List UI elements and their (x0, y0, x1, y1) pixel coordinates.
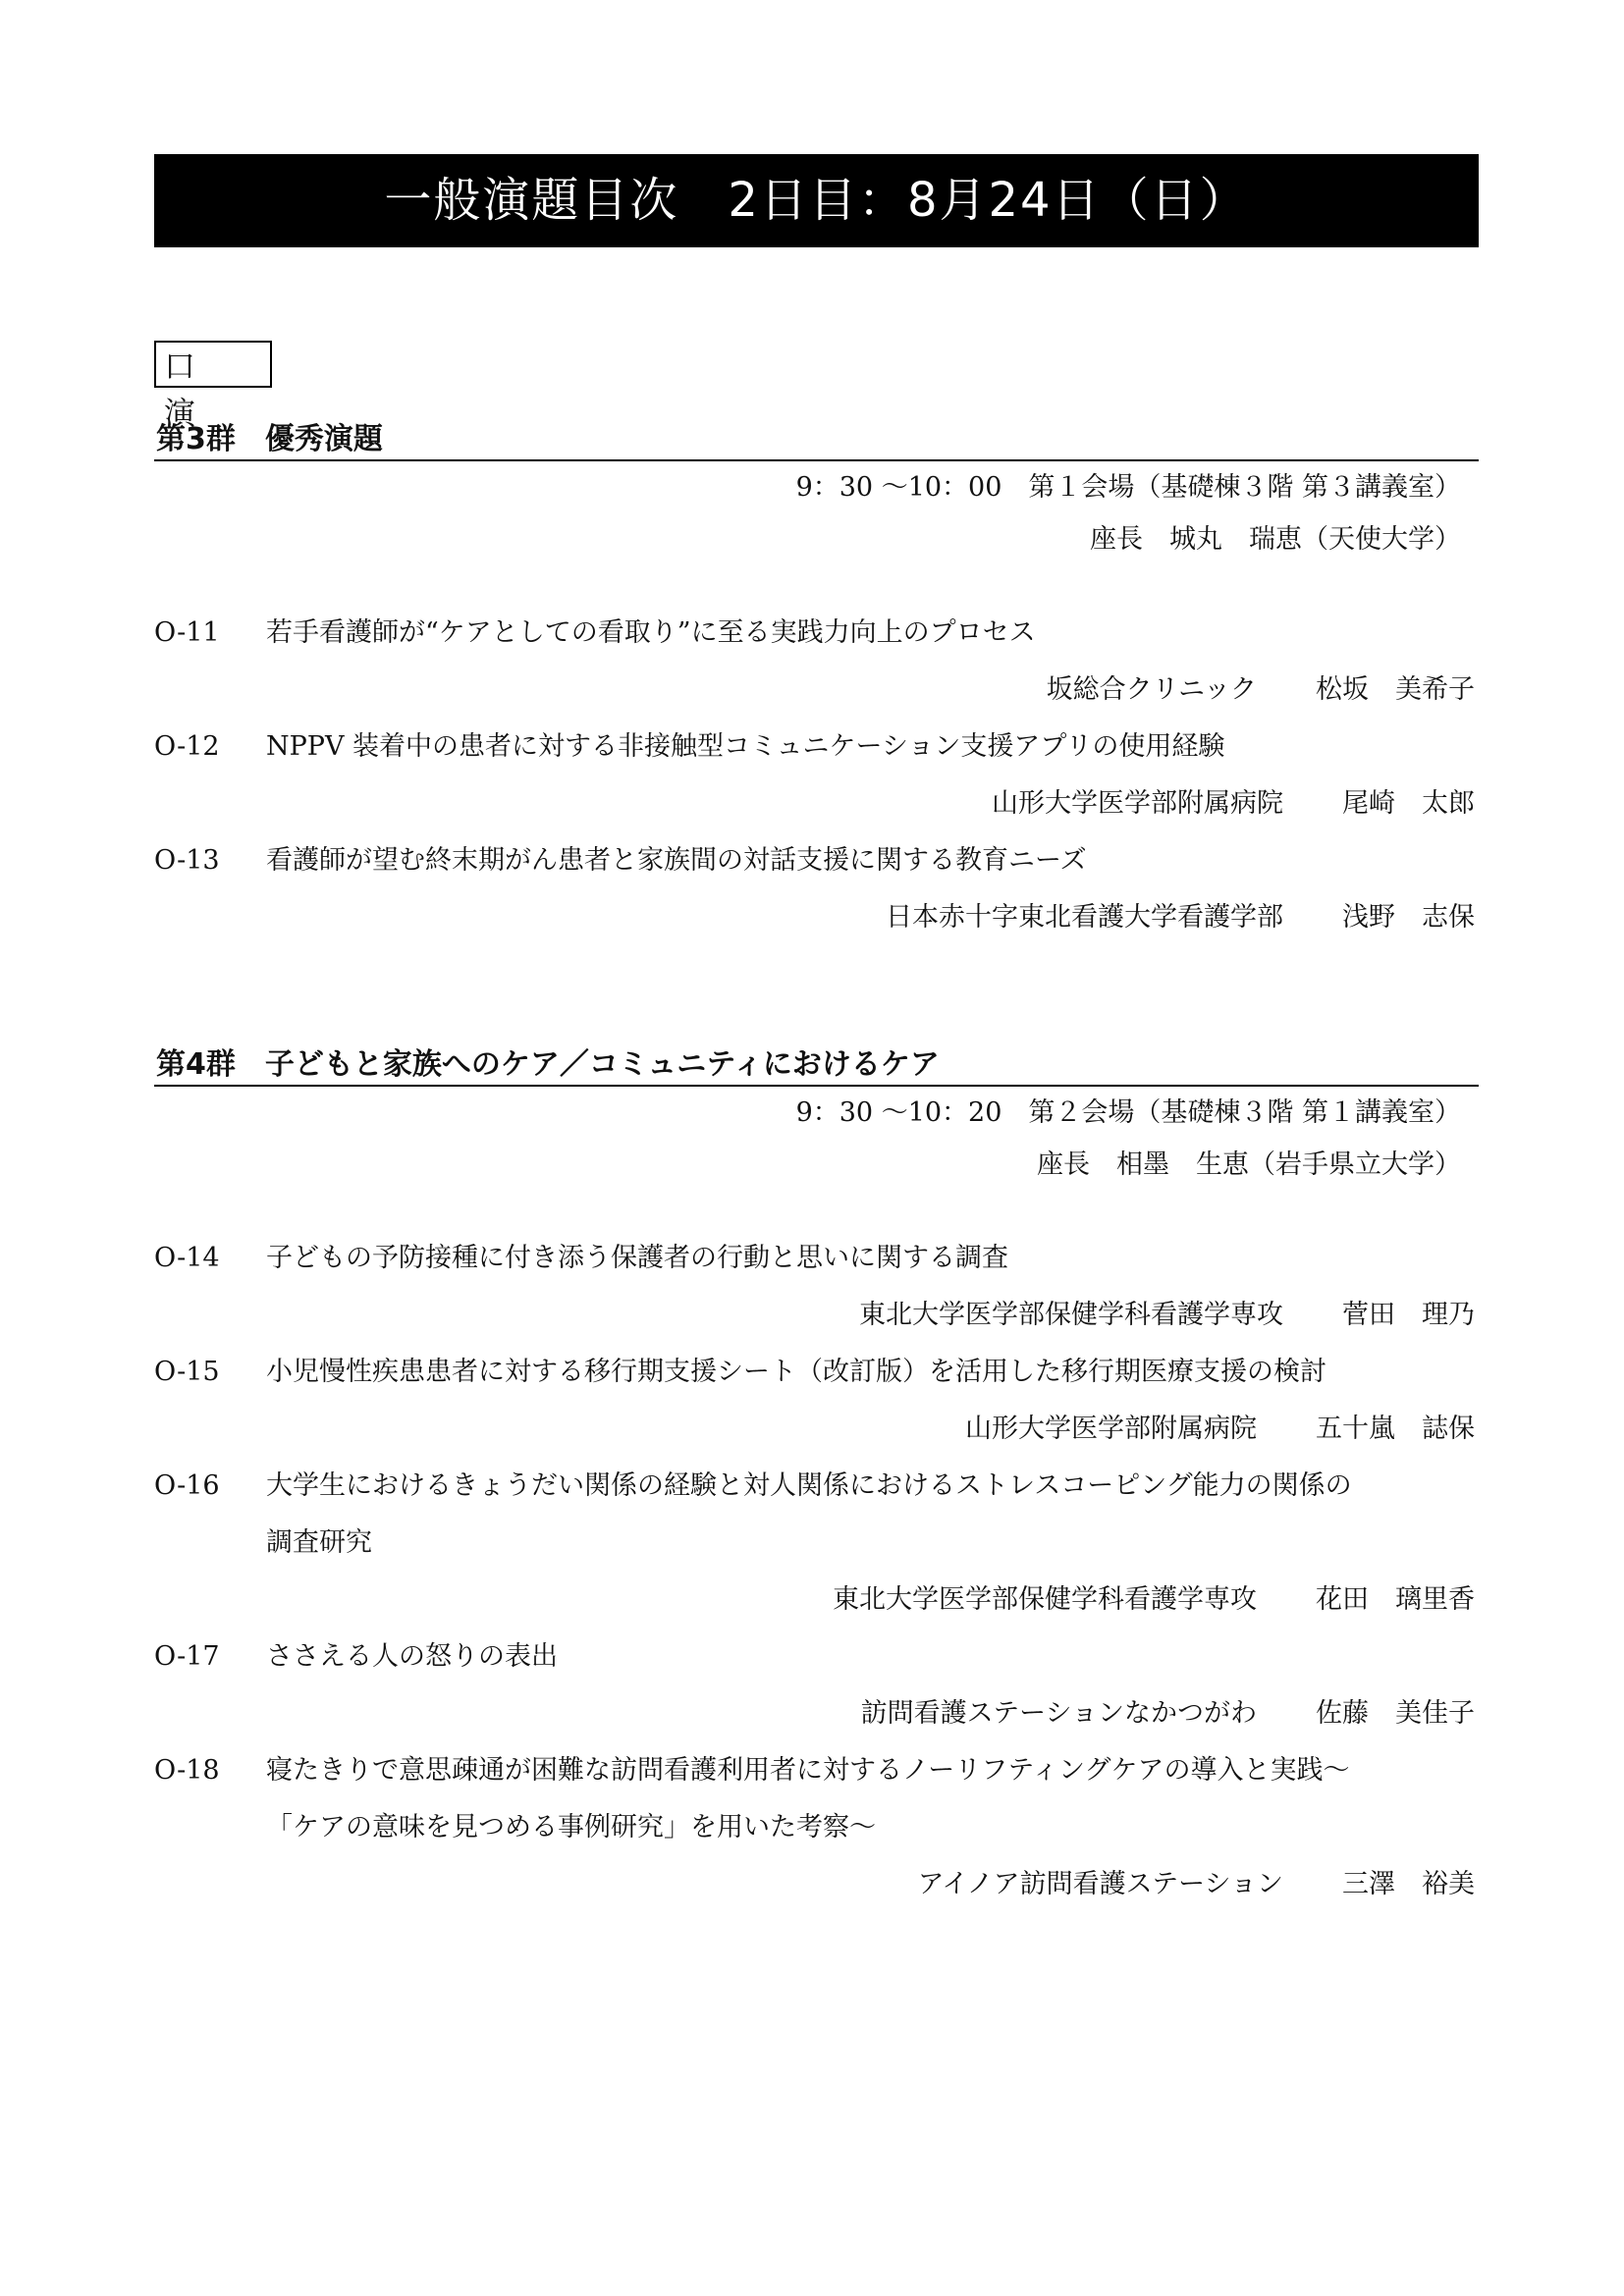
section-label: 口 演 (154, 341, 272, 388)
presenter-name: 五十嵐 誌保 (1316, 1414, 1475, 1444)
presentation-list (154, 605, 1479, 946)
presenter (154, 1572, 1479, 1629)
presenter (154, 889, 1479, 946)
presentation-title: 小児慢性疾患患者に対する移行期支援シート（改訂版）を活用した移行期医療支援の検討 (266, 1357, 1326, 1387)
presentation-list (154, 1230, 1479, 1913)
presentation-item (154, 1344, 1479, 1458)
session-time-venue: 9：30 ～10：00 第１会場（基礎棟３階 第３講義室） (795, 472, 1461, 503)
presentation-id: O-16 (154, 1470, 220, 1501)
presenter-name: 菅田 理乃 (1342, 1300, 1475, 1330)
presenter-affiliation: アイノア訪問看護ステーション (917, 1869, 1283, 1899)
presentation-title: 子どもの予防接種に付き添う保護者の行動と思いに関する調査 (266, 1243, 1008, 1273)
presentation-id: O-12 (154, 731, 220, 762)
presenter-name: 松坂 美希子 (1316, 674, 1475, 705)
presentation-id: O-13 (154, 845, 220, 876)
presenter-affiliation: 訪問看護ステーションなかつがわ (860, 1698, 1257, 1729)
presentation-title: 看護師が望む終末期がん患者と家族間の対話支援に関する教育ニーズ (266, 845, 1087, 876)
presenter-name: 浅野 志保 (1342, 902, 1475, 933)
presentation-id: O-17 (154, 1641, 220, 1672)
presenter-affiliation: 山形大学医学部附属病院 (965, 1414, 1257, 1444)
presentation-title: 寝たきりで意思疎通が困難な訪問看護利用者に対するノーリフティングケアの導入と実践～ (266, 1755, 1350, 1786)
presenter (154, 1401, 1479, 1458)
presentation-title-continued: 「ケアの意味を見つめる事例研究」を用いた考察～ (266, 1812, 876, 1842)
presentation-id: O-18 (154, 1755, 220, 1786)
presentation-title: ささえる人の怒りの表出 (266, 1641, 558, 1672)
presentation-item (154, 1629, 1479, 1742)
presentation-item (154, 1742, 1479, 1913)
group-heading: 第3群 優秀演題 (154, 420, 1479, 461)
presenter-affiliation: 東北大学医学部保健学科看護学専攻 (833, 1584, 1257, 1615)
presentation-item (154, 1458, 1479, 1629)
presenter (154, 1287, 1479, 1344)
presentation-item (154, 1230, 1479, 1344)
presentation-id: O-14 (154, 1243, 220, 1273)
presentation-title: 若手看護師が“ケアとしての看取り”に至る実践力向上のプロセス (266, 617, 1036, 648)
session-group (154, 1045, 1479, 1913)
page-title: 一般演題目次 2日目：8月24日（日） (384, 173, 1249, 228)
presentation-item (154, 719, 1479, 832)
presenter (154, 1856, 1479, 1913)
presenter-name: 尾崎 太郎 (1342, 788, 1475, 819)
session-group (154, 420, 1479, 946)
presenter-affiliation: 山形大学医学部附属病院 (992, 788, 1283, 819)
presentation-title: NPPV 装着中の患者に対する非接触型コミュニケーション支援アプリの使用経験 (266, 731, 1225, 762)
presentation-id: O-15 (154, 1357, 220, 1387)
presenter-name: 三澤 裕美 (1342, 1869, 1475, 1899)
presentation-item (154, 832, 1479, 946)
presentation-title: 大学生におけるきょうだい関係の経験と対人関係におけるストレスコーピング能力の関係の (266, 1470, 1352, 1501)
presentation-item (154, 605, 1479, 719)
session-chair: 座長 城丸 瑞恵（天使大学） (1090, 524, 1461, 555)
presenter (154, 775, 1479, 832)
presenter-affiliation: 東北大学医学部保健学科看護学専攻 (859, 1300, 1283, 1330)
presentation-id: O-11 (154, 617, 220, 648)
group-heading: 第4群 子どもと家族へのケア／コミュニティにおけるケア (154, 1045, 1479, 1087)
session-chair: 座長 相墨 生恵（岩手県立大学） (1037, 1149, 1461, 1180)
presenter-name: 佐藤 美佳子 (1316, 1698, 1475, 1729)
presentation-title-continued: 調査研究 (266, 1527, 372, 1558)
presenter (154, 1685, 1479, 1742)
presenter-affiliation: 坂総合クリニック (1046, 674, 1257, 705)
page-title-banner (154, 154, 1479, 247)
presenter-name: 花田 璃里香 (1316, 1584, 1475, 1615)
session-time-venue: 9：30 ～10：20 第２会場（基礎棟３階 第１講義室） (795, 1097, 1461, 1128)
presenter-affiliation: 日本赤十字東北看護大学看護学部 (886, 902, 1283, 933)
presenter (154, 662, 1479, 719)
